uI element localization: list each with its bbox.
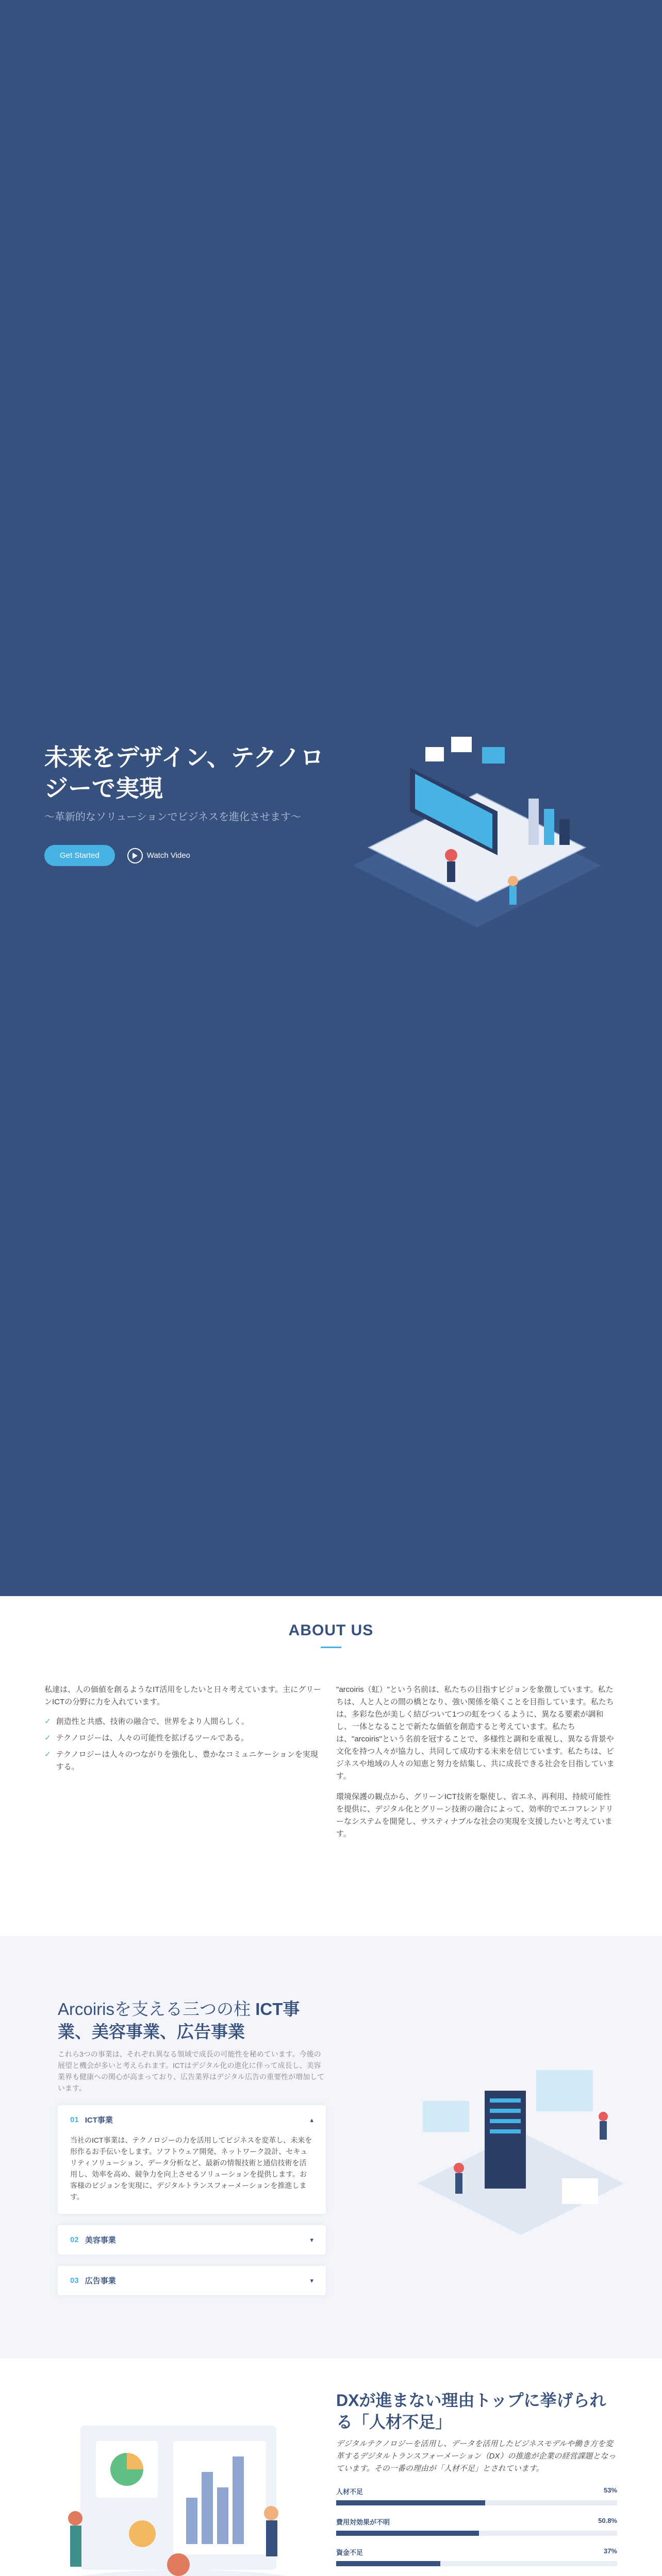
list-item: ✓ テクノロジーは、人々の可能性を拡げるツールである。: [44, 1732, 325, 1744]
about-title: ABOUT US: [288, 1622, 374, 1639]
watch-video-label: Watch Video: [146, 851, 190, 860]
skills-section: [0, 2359, 662, 2576]
accordion-header[interactable]: 01 ICT事業 ▴: [70, 2115, 313, 2125]
progress-label: 費用対効果が不明 50.8%: [336, 2517, 617, 2526]
why-us-section: [0, 1936, 662, 2359]
hero-subtitle: 〜革新的なソリューションでビジネスを進化させます〜: [44, 811, 301, 823]
progress-fill: [336, 2561, 440, 2566]
about-bullets: [44, 1716, 325, 1773]
accordion-item-ict[interactable]: [58, 2105, 326, 2214]
why-description: これら3つの事業は、それぞれ異なる領域で成長の可能性を秘めています。今後の展望と機会が多いと考えられます。ICTはデジタル化の進化に伴って成長し、美容業界も健康への関心が高まっており、広告業界はデジタル広告の重要性が増加しています。: [58, 2050, 325, 2092]
progress-track: [336, 2500, 617, 2505]
list-item: ✓ 創造性と共感、技術の融合で、世界をより人間らしく。: [44, 1716, 325, 1728]
check-icon: ✓: [44, 1717, 51, 1726]
check-icon: ✓: [44, 1750, 51, 1759]
progress-label: 人材不足 53%: [336, 2486, 617, 2496]
progress-label: 資金不足 37%: [336, 2547, 617, 2556]
progress-fill: [336, 2531, 479, 2536]
progress-bar: [336, 2547, 617, 2566]
accordion-body: 当社のICT事業は、テクノロジーの力を活用してビジネスを変革し、未来を形作るお手伝いをします。ソフトウェア開発、ネットワーク設計、セキュリティソリューション、データ分析など、最新の情報技術と通信技術を活用し、効率を高め、競争力を向上させるソリューションを提供します。お客様のビジョンを実現に、デジタルトランスフォーメーションを推進します。: [70, 2136, 312, 2201]
progress-bar: [336, 2486, 617, 2505]
progress-fill: [336, 2500, 485, 2505]
about-paragraph-2: 環境保護の観点から、グリーンICT技術を駆使し、省エネ、再利用、持続可能性を提供に、デジタル化とグリーン技術の融合によって、効率的でエコフレンドリーなシステムを開発し、サスティナブルな社会の実現を支援したいと考えています。: [336, 1792, 614, 1838]
progress-track: [336, 2561, 617, 2566]
about-left-column: [44, 1684, 325, 1777]
why-illustration: [407, 2060, 634, 2245]
watch-video-link[interactable]: [127, 848, 190, 863]
skills-content: [336, 2389, 617, 2576]
accordion-item-beauty[interactable]: [58, 2225, 326, 2255]
why-title: Arcoirisを支える三つの柱 ICT事業、美容事業、広告事業: [58, 1999, 300, 2041]
hero-illustration: [333, 726, 621, 933]
accordion-header[interactable]: 02 美容事業 ▾: [70, 2235, 313, 2245]
chevron-down-icon: ▾: [310, 2235, 313, 2244]
accordion-item-ads[interactable]: [58, 2266, 326, 2295]
play-icon: [127, 848, 143, 863]
about-intro: 私達は、人の価値を創るようなIT活用をしたいと日々考えています。主にグリーンICTの分野に力を入れています。: [44, 1685, 322, 1706]
about-section: [0, 1596, 662, 1936]
hero-actions: [44, 845, 333, 866]
about-right-column: [336, 1684, 617, 1849]
skills-illustration: [44, 2410, 323, 2576]
hero-title: 未来をデザイン、テクノロジーで実現: [44, 744, 324, 802]
check-icon: ✓: [44, 1734, 51, 1742]
progress-bar: [336, 2517, 617, 2536]
chevron-down-icon: ▾: [310, 2276, 313, 2284]
skills-description: デジタルテクノロジーを活用し、データを活用したビジネスモデルや働き方を変革するデジタルトランスフォーメーション（DX）の推進が企業の経営課題となっています。その一番の理由が「人材不足」とされています。: [336, 2439, 616, 2473]
progress-track: [336, 2531, 617, 2536]
skills-bars: [336, 2486, 617, 2576]
get-started-button[interactable]: Get Started: [44, 845, 115, 866]
chevron-up-icon: ▴: [310, 2115, 313, 2124]
skills-title: DXが進まない理由トップに挙げられる「人材不足」: [336, 2391, 606, 2431]
about-paragraph-1: "arcoiris（虹）"という名前は、私たちの目指すビジョンを象徴しています。私たちは、人と人との間の橋となり、強い関係を築くことを目指しています。私たちは、多彩な色が美しく結びついて1つの虹をつくるように、異なる要素が調和し、一体となることで新たな価値を創造すると考えています。私たちは、"arcoiris"という名前を冠することで、多様性と調和を重視し、異なる背景や文化を持つ人々が協力し、共同して成功する未来を信じています。私たちは、ビジネスや地域の人々の知恵と努力を結集し、共に成長できる社会を目指しています。: [336, 1685, 615, 1781]
list-item: ✓ テクノロジーは人々のつながりを強化し、豊かなコミュニケーションを実現する。: [44, 1749, 325, 1773]
title-underline: [321, 1647, 341, 1648]
why-content: [58, 1998, 326, 2295]
hero-content: [44, 742, 333, 866]
accordion-header[interactable]: 03 広告事業 ▾: [70, 2276, 313, 2285]
